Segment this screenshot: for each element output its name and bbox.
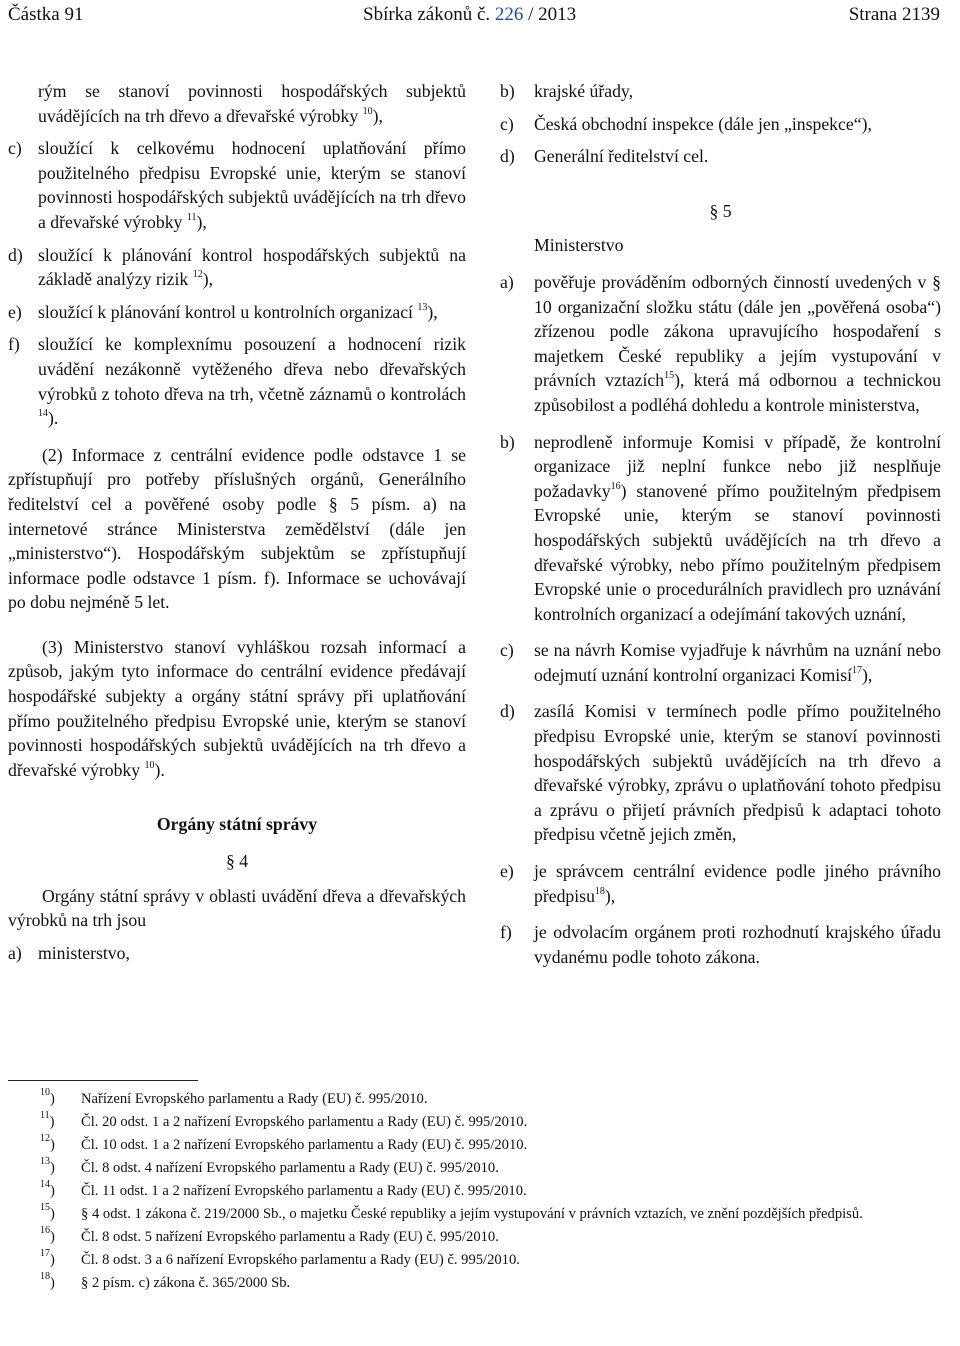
footnote-ref[interactable]: 10	[362, 105, 373, 117]
header-law-number[interactable]: 226	[494, 4, 524, 25]
list-item-d	[500, 144, 941, 169]
footnote-marker: 12	[40, 1133, 50, 1144]
footnote-ref[interactable]: 15	[664, 370, 675, 382]
item-end: ),	[202, 269, 213, 290]
list-item-b	[500, 430, 941, 627]
item-text: zasílá Komisi v termínech podle přímo použitelného předpisu Evropské unie, kterým se stanoví povinnosti hospodářských subjektů uvádějících na trh dřevo a dřevařské výrobky, zprávu o uplatňování tohoto předpisu a zprávu o přijetí právních předpisů k adaptaci tohoto předpisu včetně jejich změn,	[534, 701, 941, 845]
item-end: ),	[862, 664, 873, 685]
footnote	[40, 1249, 955, 1272]
footnote-marker: 14	[40, 1179, 50, 1190]
item-text: neprodleně informuje Komisi v případě, že kontrolní organizace již neplní funkce nebo již nesplňuje požadavky	[534, 431, 941, 501]
footnote	[40, 1111, 955, 1134]
item-label: b)	[500, 81, 515, 101]
paragraph-2: (2) Informace z centrální evidence podle odstavce 1 se zpřístupňují pro potřeby příslušných orgánů, Generálního ředitelství cel a pověřené osoby podle § 5 písm. a) na internetové stránce Ministerstva zemědělství (dále jen „ministerstvo“). Hospodářským subjektům se zpřístupňují informace podle odstavce 1 písm. f). Informace se uchovávají po dobu nejméně 5 let.	[8, 444, 466, 613]
header-year: / 2013	[528, 4, 577, 25]
footnote-marker: 10	[40, 1087, 50, 1098]
footnote	[40, 1088, 955, 1111]
footnote-text: Čl. 10 odst. 1 a 2 nařízení Evropského parlamentu a Rady (EU) č. 995/2010.	[81, 1137, 528, 1153]
item-text: sloužící ke komplexnímu posouzení a hodnocení rizik uvádění nezákonně vytěženého dřeva nebo dřevařských výrobků z tohoto dřeva na trh, včetně záznamů o kontrolách	[38, 334, 466, 404]
footnote	[40, 1134, 955, 1157]
header-collection-prefix: Sbírka zákonů č.	[363, 4, 491, 25]
footnote-divider	[8, 1080, 198, 1081]
item-text: ministerstvo,	[38, 942, 130, 963]
footnotes	[40, 1088, 955, 1295]
header-part-number: Částka 91	[8, 4, 84, 25]
item-label: e)	[500, 861, 514, 882]
footnote-text: § 4 odst. 1 zákona č. 219/2000 Sb., o majetku České republiky a jejím vystupování v právních vztazích, ve znění pozdějších předpisů.	[81, 1206, 863, 1222]
list-item-e	[500, 859, 941, 908]
footnote	[40, 1226, 955, 1249]
item-text: je správcem centrální evidence podle jiného právního předpisu	[534, 861, 941, 906]
list-item-a	[500, 270, 941, 418]
item-label: a)	[500, 271, 514, 292]
list-item-continuation	[8, 79, 466, 128]
footnote-text: § 2 písm. c) zákona č. 365/2000 Sb.	[81, 1275, 291, 1291]
item-label: d)	[500, 701, 515, 722]
section-number: § 4	[225, 851, 249, 872]
section-heading: Orgány státní správy	[156, 814, 318, 835]
item-text: Generální ředitelství cel.	[534, 146, 709, 167]
footnote-number: $^{10}$)	[40, 1087, 55, 1107]
footnote-number: $^{18}$)	[40, 1271, 55, 1291]
item-text: se na návrh Komise vyjadřuje k návrhům na uznání nebo odejmutí uznání kontrolní organizaci Komisí	[534, 640, 941, 685]
item-label: c)	[500, 640, 514, 661]
footnote-number: $^{15}$)	[40, 1202, 55, 1222]
footnote-text: Čl. 8 odst. 3 a 6 nařízení Evropského parlamentu a Rady (EU) č. 995/2010.	[81, 1252, 520, 1268]
list-item-b	[500, 79, 941, 104]
list-item-d	[500, 699, 941, 847]
paragraph-text: (3) Ministerstvo stanoví vyhláškou rozsah informací a způsob, jakým tyto informace do centrální evidence předávají hospodářské subjekty a orgány státní správy při uplatňování přímo použitelného předpisu Evropské unie, kterým se stanoví povinnosti hospodářských subjektů uvádějících na trh dřevo a dřevařské výrobky	[8, 636, 466, 780]
footnote-ref[interactable]: 16	[610, 480, 621, 492]
footnote-number: $^{11}$)	[40, 1110, 55, 1130]
list-item-c	[500, 112, 941, 137]
footnote-marker: 13	[40, 1156, 50, 1167]
item-text: krajské úřady,	[534, 81, 634, 101]
section-intro: Orgány státní správy v oblasti uvádění dřeva a dřevařských výrobků na trh jsou	[8, 885, 466, 931]
footnote-number: $^{13}$)	[40, 1156, 55, 1176]
item-label: f)	[8, 334, 20, 355]
list-item-a	[8, 941, 466, 966]
item-label: b)	[500, 431, 515, 452]
footnote	[40, 1180, 955, 1203]
header-collection	[363, 4, 576, 26]
list-item-f	[8, 332, 466, 430]
footnote-marker: 16	[40, 1225, 50, 1236]
item-label: d)	[500, 146, 515, 167]
item-end: ),	[427, 301, 438, 322]
list-item-f	[500, 920, 941, 969]
item-label: c)	[8, 138, 22, 159]
item-end: ).	[48, 408, 59, 429]
item-end: ),	[604, 885, 616, 906]
footnote-ref[interactable]: 14	[38, 408, 48, 420]
footnote-text: Čl. 8 odst. 5 nařízení Evropského parlamentu a Rady (EU) č. 995/2010.	[81, 1229, 499, 1245]
footnote-number: $^{14}$)	[40, 1179, 55, 1199]
footnote-text: Čl. 20 odst. 1 a 2 nařízení Evropského parlamentu a Rady (EU) č. 995/2010.	[81, 1114, 528, 1130]
footnote-ref[interactable]: 13	[417, 301, 428, 313]
list-item-e	[8, 300, 466, 325]
footnote-marker: 18	[40, 1271, 50, 1282]
footnote-number: $^{12}$)	[40, 1133, 55, 1153]
item-label: e)	[8, 301, 22, 322]
footnote-ref[interactable]: 10	[144, 759, 155, 771]
footnote-text: Čl. 11 odst. 1 a 2 nařízení Evropského parlamentu a Rady (EU) č. 995/2010.	[81, 1183, 527, 1199]
page-header	[8, 4, 940, 30]
item-end: ), která má odbornou a technickou způsobilost a podléhá dohledu a kontrole ministerstva,	[534, 370, 941, 415]
paragraph-3	[8, 635, 466, 783]
item-text: sloužící k celkovému hodnocení uplatňování přímo použitelného předpisu Evropské unie, kterým se stanoví povinnosti hospodářských subjektů uvádějících na trh dřevo a dřevařské výrobky	[38, 138, 466, 232]
footnote-ref[interactable]: 17	[852, 664, 862, 676]
footnote-marker: 17	[40, 1248, 50, 1259]
footnote	[40, 1157, 955, 1180]
footnote-number: $^{17}$)	[40, 1248, 55, 1268]
item-text: sloužící k plánování kontrol hospodářských subjektů na základě analýzy rizik	[38, 244, 466, 290]
footnote-text: Čl. 8 odst. 4 nařízení Evropského parlamentu a Rady (EU) č. 995/2010.	[81, 1160, 499, 1176]
item-label: f)	[500, 922, 512, 943]
footnote-ref[interactable]: 18	[594, 885, 605, 897]
item-label: d)	[8, 244, 23, 265]
right-column	[500, 79, 941, 969]
section-intro: Ministerstvo	[534, 235, 624, 256]
footnote	[40, 1203, 955, 1226]
list-item-c	[8, 136, 466, 234]
section-number: § 5	[709, 200, 732, 221]
footnote-text: Nařízení Evropského parlamentu a Rady (EU) č. 995/2010.	[81, 1091, 428, 1107]
footnote-marker: 11	[40, 1110, 50, 1121]
paragraph-end: ).	[154, 759, 165, 780]
item-end: ),	[196, 211, 207, 232]
list-item-c	[500, 638, 941, 687]
footnote-ref[interactable]: 11	[186, 211, 197, 223]
item-text: rým se stanoví povinnosti hospodářských subjektů uvádějících na trh dřevo a dřevařské výrobky	[38, 81, 466, 126]
item-text: Česká obchodní inspekce (dále jen „inspekce“),	[534, 113, 872, 134]
item-end: ),	[372, 105, 383, 126]
footnote-ref[interactable]: 12	[192, 269, 203, 281]
footnote-marker: 15	[40, 1202, 50, 1213]
item-text: je odvolacím orgánem proti rozhodnutí krajského úřadu vydanému podle tohoto zákona.	[534, 922, 941, 967]
footnote-number: $^{16}$)	[40, 1225, 55, 1245]
left-column	[8, 79, 466, 965]
item-label: c)	[500, 113, 514, 134]
item-end: ) stanovené přímo použitelným předpisem Evropské unie, kterým se stanoví povinnosti hospodářských subjektů uvádějících na trh dřevo a dřevařské výrobky, nebo přímo použitelným předpisem Evropské unie o procedurálních pravidlech pro uznávání kontrolních organizací a odejímání takových uznání,	[534, 480, 941, 624]
header-page-number: Strana 2139	[848, 4, 940, 25]
item-text: pověřuje prováděním odborných činností uvedených v § 10 organizační složku státu (dále jen „pověřená osoba“) zřízenou podle zákona upravujícího hospodaření s majetkem České republiky a jejím vystupování v právních vztazích	[534, 271, 941, 391]
item-label: a)	[8, 942, 22, 963]
list-item-d	[8, 243, 466, 292]
item-text: sloužící k plánování kontrol u kontrolních organizací	[38, 301, 413, 322]
footnote	[40, 1272, 955, 1295]
